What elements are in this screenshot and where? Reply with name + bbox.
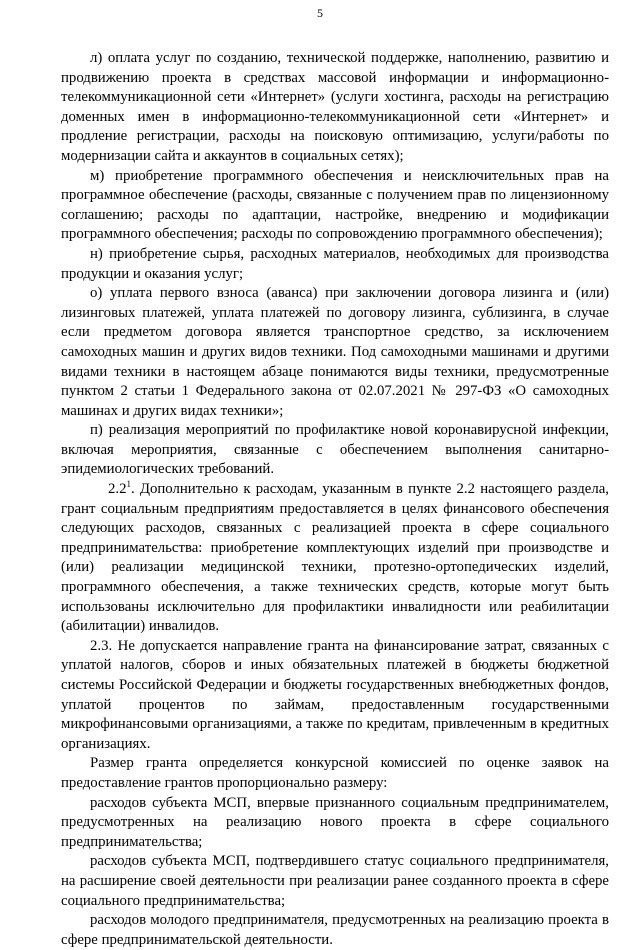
paragraph-clause-2-2-1	[61, 480, 609, 637]
clause-superscript: 1	[126, 479, 131, 490]
paragraph-clause-2-3: 2.3. Не допускается направление гранта на финансирование затрат, связанных с уплатой налогов, сборов и иных обязательных платежей в бюджеты бюджетной системы Российской Федерации и бюджеты государственных внебюджетных фондов, уплатой процентов по займам, предоставленным государственными микрофинансовыми организациями, а также по кредитам, привлеченным в кредитных организациях.	[61, 637, 609, 752]
document-body	[61, 49, 609, 950]
clause-number: 2.2	[108, 481, 127, 498]
paragraph-expenses-1: расходов субъекта МСП, впервые признанного социальным предпринимателем, предусмотренных на реализацию нового проекта в сфере социального предпринимательства;	[61, 794, 609, 850]
paragraph-expenses-3: расходов молодого предпринимателя, предусмотренных на реализацию проекта в сфере предпринимательской деятельности.	[61, 912, 609, 948]
paragraph-grant-size: Размер гранта определяется конкурсной комиссией по оценке заявок на предоставление грантов пропорционально размеру:	[61, 755, 609, 791]
clause-text: . Дополнительно к расходам, указанным в пункте 2.2 настоящего раздела, грант социальным предприятиям предоставляется в целях финансового обеспечения следующих расходов, связанных с реализацией проекта в сфере социального предпринимательства: приобретение комплектующих изделий при производстве и (или) реализации медицинской техники, протезно-ортопедических изделий, программного обеспечения, а также технических средств, которые могут быть использованы исключительно для профилактики инвалидности или реабилитации (абилитации) инвалидов.	[61, 481, 609, 635]
paragraph-item-n: н) приобретение сырья, расходных материалов, необходимых для производства продукции и оказания услуг;	[61, 245, 609, 282]
paragraph-item-o: о) уплата первого взноса (аванса) при заключении договора лизинга и (или) лизинговых платежей, уплата платежей по договору лизинга, сублизинга, в случае если предметом договора является транспортное средство, за исключением самоходных машин и других видов техники. Под самоходными машинами и другими видами техники в настоящем абзаце понимаются виды техники, предусмотренные пунктом 2 статьи 1 Федерального закона от 02.07.2021 № 297-ФЗ «О самоходных машинах и других видах техники»;	[61, 285, 609, 419]
paragraph-item-l: л) оплата услуг по созданию, технической поддержке, наполнению, развитию и продвижению проекта в средствах массовой информации и информационно-телекоммуникационной сети «Интернет» (услуги хостинга, расходы на регистрацию доменных имен в информационно-телекоммуникационной сети «Интернет» и продление регистрации, расходы на поисковую оптимизацию, услуги/работы по модернизации сайта и аккаунтов в социальных сетях);	[61, 50, 609, 164]
page-number: 5	[317, 6, 323, 20]
paragraph-item-p: п) реализация мероприятий по профилактике новой коронавирусной инфекции, включая мероприятия, связанные с обеспечением выполнения санитарно-эпидемиологических требований.	[61, 422, 609, 478]
paragraph-item-m: м) приобретение программного обеспечения и неисключительных прав на программное обеспечение (расходы, связанные с получением прав по лицензионному соглашению; расходы по адаптации, настройке, внедрению и модификации программного обеспечения; расходы по сопровождению программного обеспечения);	[61, 167, 609, 243]
paragraph-expenses-2: расходов субъекта МСП, подтвердившего статус социального предпринимателя, на расширение своей деятельности при реализации ранее созданного проекта в сфере социального предпринимательства;	[61, 853, 609, 909]
